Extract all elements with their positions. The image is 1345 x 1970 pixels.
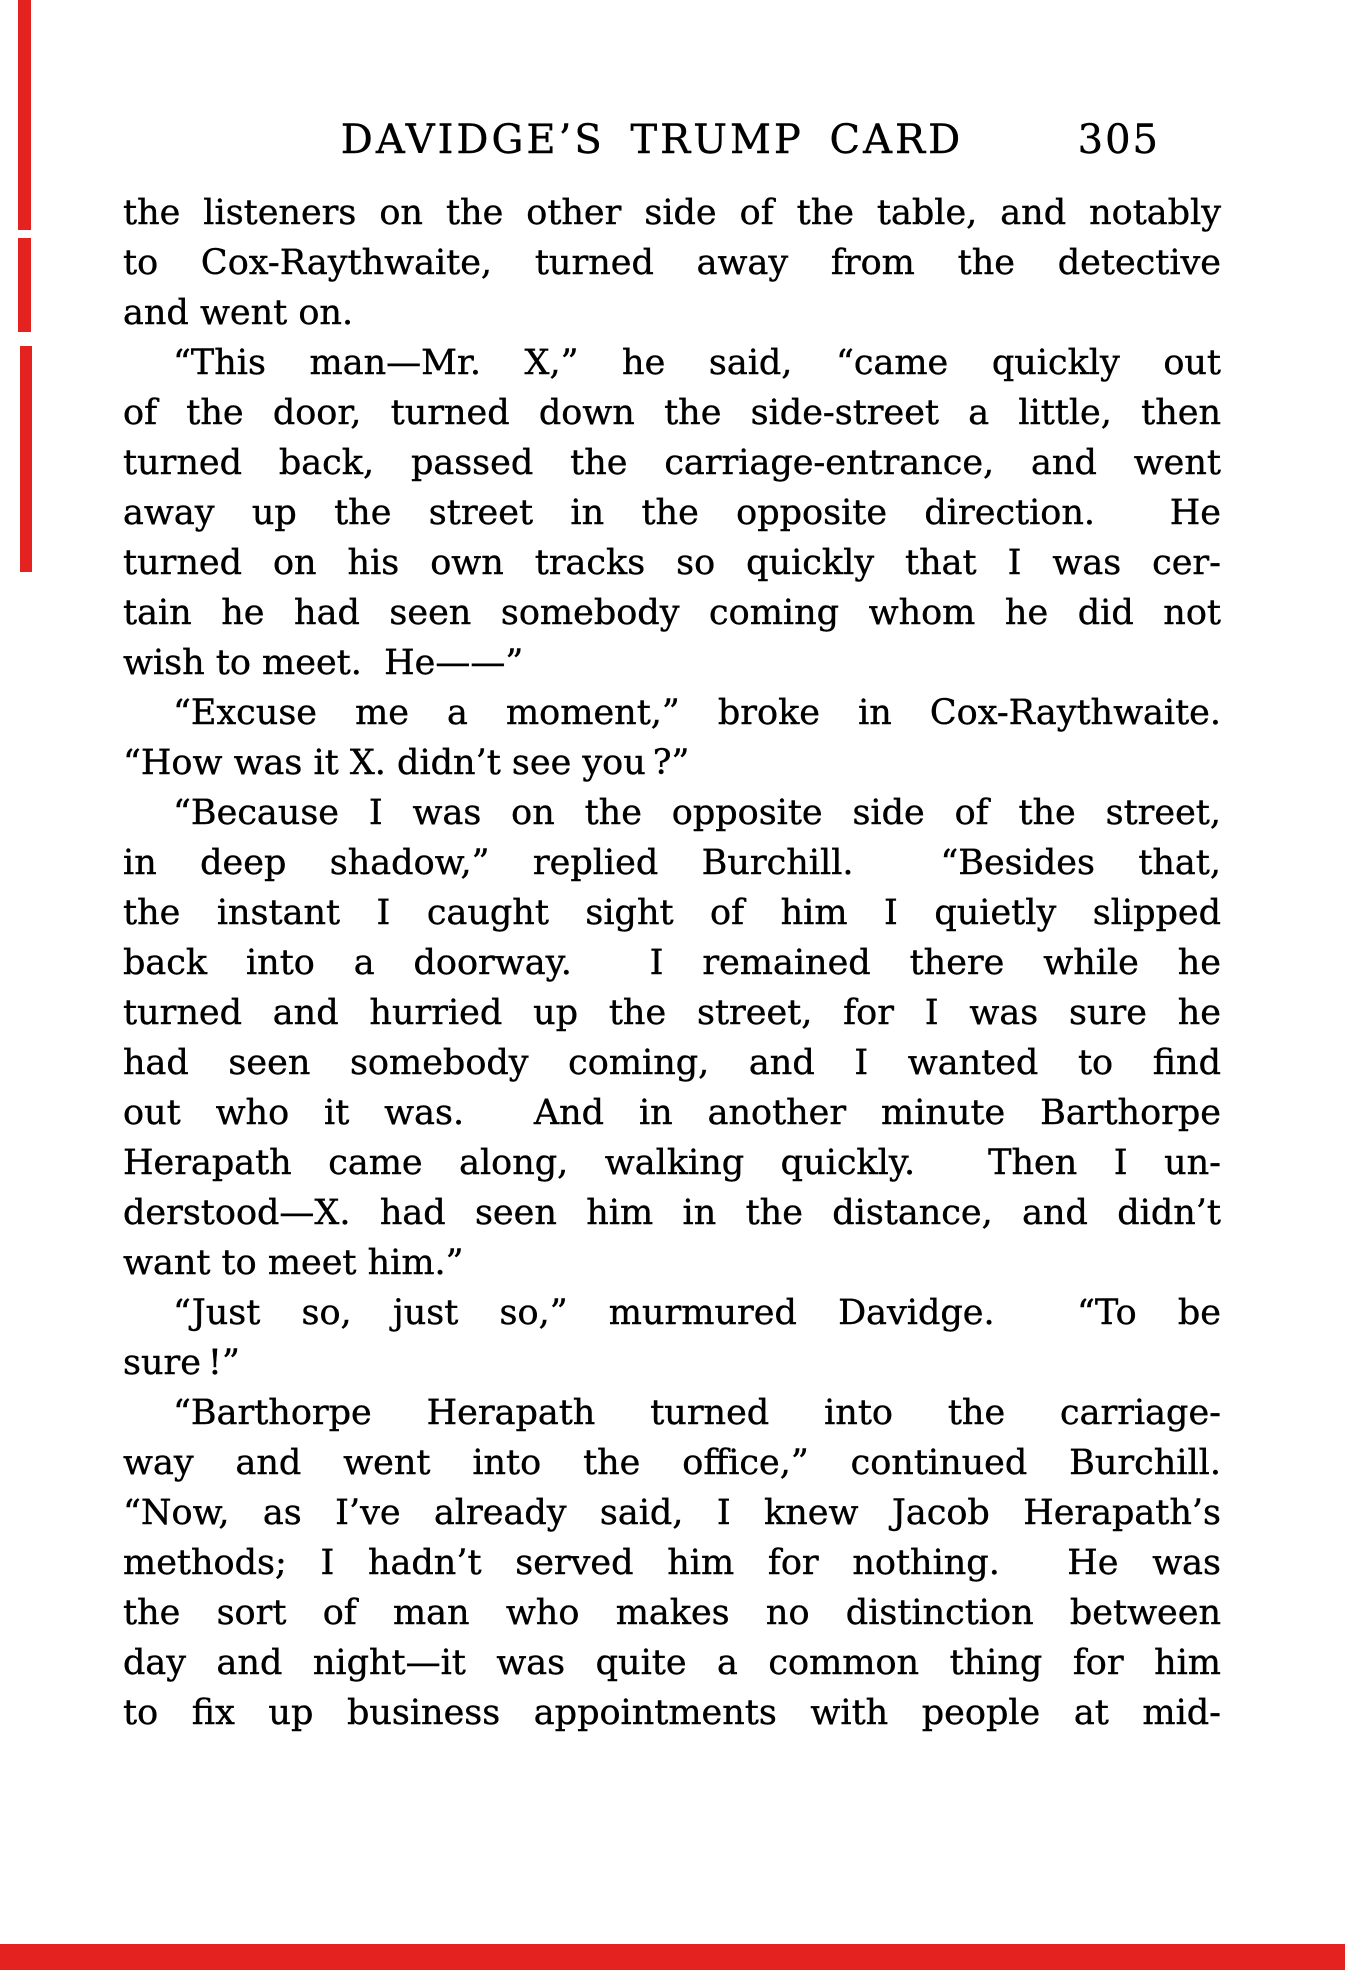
text-line: of the door, turned down the side-street a little, then: [123, 393, 1221, 433]
running-header: [123, 118, 1221, 162]
red-edge-mark: [20, 346, 32, 572]
text-line: turned back, passed the carriage-entrance, and went: [123, 443, 1221, 483]
red-edge-mark: [18, 0, 31, 230]
text-line: “How was it X. didn’t see you ?”: [123, 743, 690, 783]
text-line: “Because I was on the opposite side of the street,: [173, 793, 1221, 833]
text-line: tain he had seen somebody coming whom he did not: [123, 593, 1221, 633]
body-text: [123, 188, 1221, 1738]
text-line: want to meet him.”: [123, 1243, 464, 1283]
text-line: “This man—Mr. X,” he said, “came quickly out: [173, 343, 1221, 383]
text-line: the listeners on the other side of the table, and notably: [123, 193, 1221, 233]
text-line: away up the street in the opposite direction. He: [123, 493, 1221, 533]
text-line: in deep shadow,” replied Burchill. “Besides that,: [123, 843, 1221, 883]
text-line: to Cox-Raythwaite, turned away from the detective: [123, 243, 1221, 283]
text-line: “Just so, just so,” murmured Davidge. “To be: [173, 1293, 1221, 1333]
page-number: 305: [1077, 117, 1160, 163]
text-line: turned on his own tracks so quickly that I was cer-: [123, 543, 1221, 583]
red-edge-mark: [18, 238, 31, 332]
text-line: back into a doorway. I remained there while he: [123, 943, 1221, 983]
text-line: way and went into the office,” continued Burchill.: [123, 1443, 1221, 1483]
text-line: “Barthorpe Herapath turned into the carriage-: [173, 1393, 1221, 1433]
text-line: sure !”: [123, 1343, 240, 1383]
text-line: the instant I caught sight of him I quietly slipped: [123, 893, 1221, 933]
text-line: Herapath came along, walking quickly. Then I un-: [123, 1143, 1221, 1183]
red-bottom-bar: [0, 1944, 1345, 1970]
text-line: and went on.: [123, 293, 354, 333]
text-line: “Now, as I’ve already said, I knew Jacob Herapath’s: [123, 1493, 1221, 1533]
text-line: “Excuse me a moment,” broke in Cox-Raythwaite.: [173, 693, 1221, 733]
text-line: turned and hurried up the street, for I was sure he: [123, 993, 1221, 1033]
text-line: the sort of man who makes no distinction between: [123, 1593, 1221, 1633]
text-line: methods; I hadn’t served him for nothing. He was: [123, 1543, 1221, 1583]
running-header-title: DAVIDGE’S TRUMP CARD: [340, 117, 964, 163]
text-line: to fix up business appointments with people at mid-: [123, 1693, 1221, 1733]
text-line: out who it was. And in another minute Barthorpe: [123, 1093, 1221, 1133]
text-line: derstood—X. had seen him in the distance, and didn’t: [123, 1193, 1221, 1233]
text-line: wish to meet. He——”: [123, 643, 524, 683]
text-line: had seen somebody coming, and I wanted to find: [123, 1043, 1221, 1083]
text-line: day and night—it was quite a common thing for him: [123, 1643, 1221, 1683]
